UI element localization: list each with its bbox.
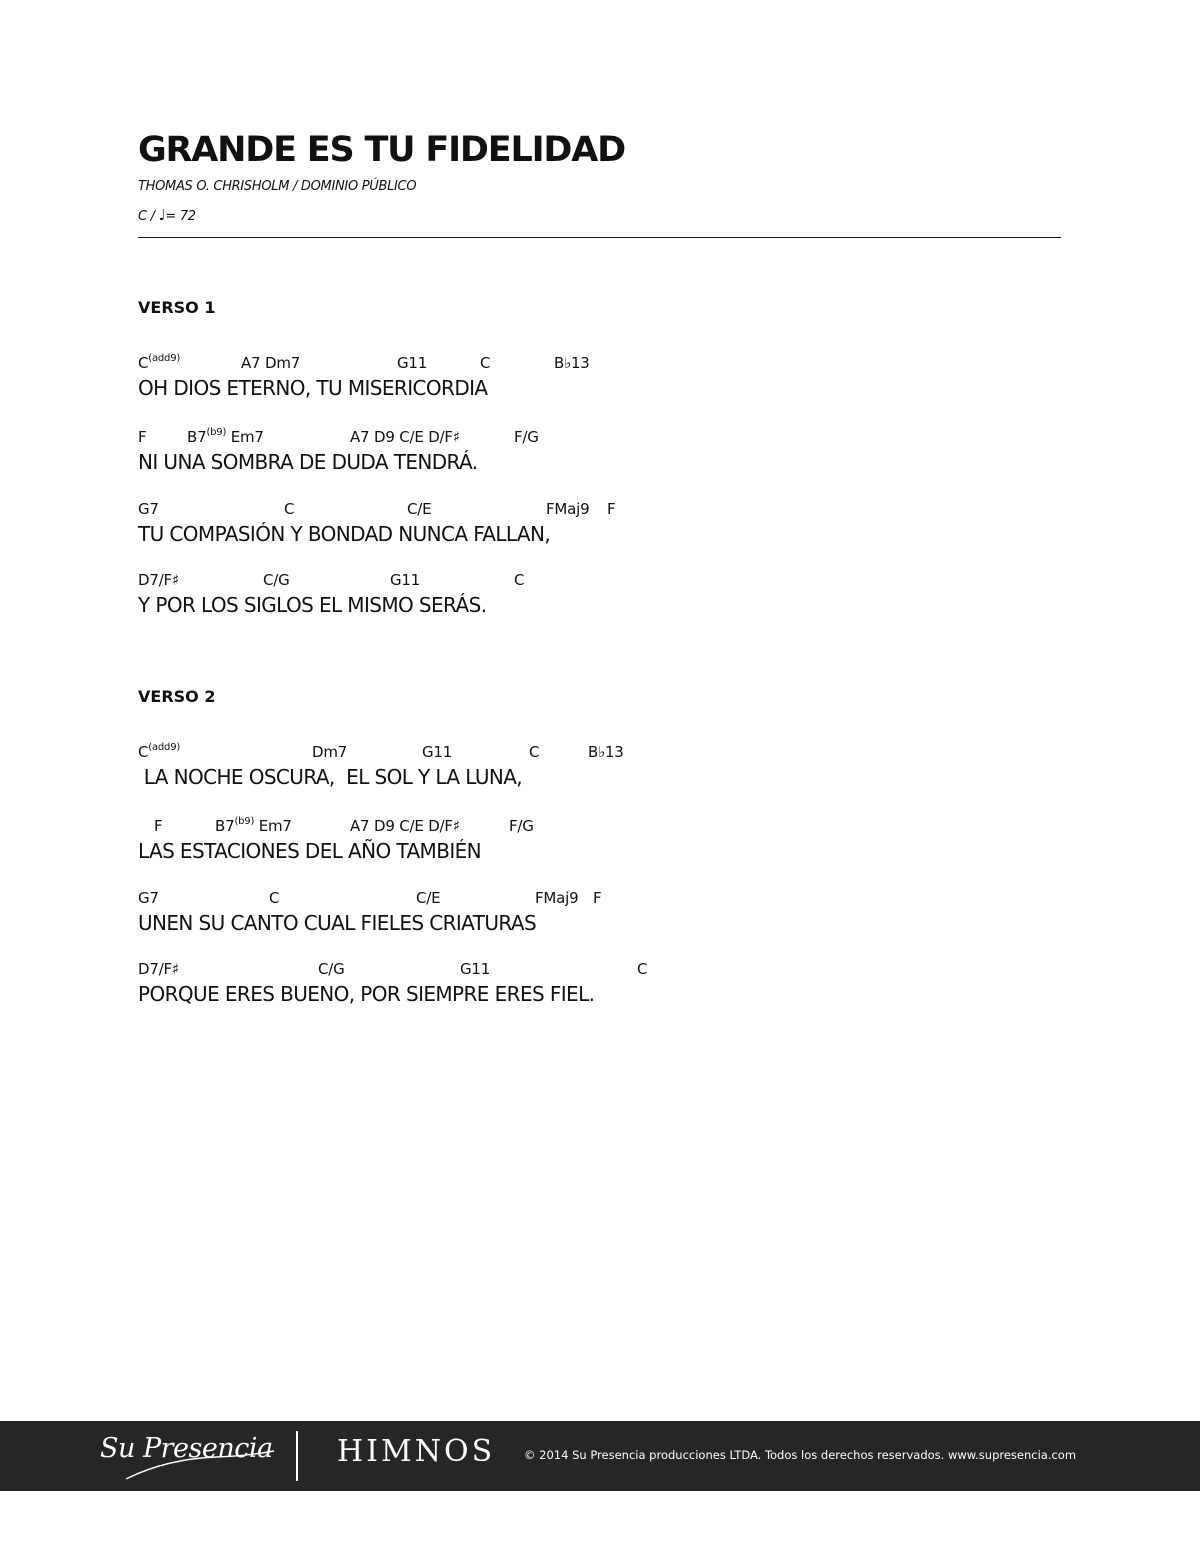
lyric-line: Y POR LOS SIGLOS EL MISMO SERÁS. (138, 593, 487, 617)
quarter-note-icon: ♩ (158, 206, 166, 224)
chord-root: C/G (263, 571, 290, 589)
chord-root: C (514, 571, 525, 589)
lyric-line: UNEN SU CANTO CUAL FIELES CRIATURAS (138, 911, 537, 935)
chord-root: C (138, 743, 149, 761)
chord (390, 571, 420, 589)
song-author: THOMAS O. CHRISHOLM / DOMINIO PÚBLICO (138, 179, 417, 194)
chord-root: G11 (422, 743, 453, 761)
chord (138, 960, 179, 978)
chord (187, 428, 264, 446)
chord-root: D7/F♯ (138, 960, 180, 978)
chord (514, 571, 524, 589)
chord-root: C (529, 743, 540, 761)
chord (593, 889, 601, 907)
song-key-tempo (138, 206, 196, 224)
chord-root: C/G (318, 960, 345, 978)
chord-next: Em7 (254, 817, 292, 835)
chord (318, 960, 345, 978)
lyric-line: NI UNA SOMBRA DE DUDA TENDRÁ. (138, 450, 478, 474)
chord-root: A7 Dm7 (241, 354, 301, 372)
chord (588, 743, 624, 761)
chord (535, 889, 578, 907)
chord-root: G11 (460, 960, 491, 978)
chord (241, 354, 300, 372)
chord (480, 354, 490, 372)
chord (138, 889, 159, 907)
chord (416, 889, 440, 907)
chord (514, 428, 539, 446)
chord-root: G7 (138, 889, 159, 907)
chord (529, 743, 539, 761)
chord-root: B♭13 (554, 354, 590, 372)
song-title: GRANDE ES TU FIDELIDAD (138, 130, 625, 170)
chord (215, 817, 292, 835)
chord-next: Em7 (226, 428, 264, 446)
chord-extension: (b9) (234, 816, 255, 827)
footer-bar (0, 1421, 1200, 1491)
chord-root: C/E (407, 500, 432, 518)
chord-root: A7 D9 C/E D/F♯ (350, 817, 460, 835)
chord (263, 571, 290, 589)
song-key: C / (138, 209, 159, 224)
chord-root: FMaj9 (535, 889, 579, 907)
chord (460, 960, 490, 978)
chord-root: B7 (215, 817, 235, 835)
chord-root: A7 D9 C/E D/F♯ (350, 428, 460, 446)
chord-root: F/G (514, 428, 539, 446)
chord-root: C (480, 354, 491, 372)
chord-extension: (b9) (206, 427, 227, 438)
chord-root: D7/F♯ (138, 571, 180, 589)
chord-root: C (637, 960, 648, 978)
chord-extension: (add9) (148, 742, 181, 753)
header-divider (138, 237, 1061, 238)
lyric-line: LAS ESTACIONES DEL AÑO TAMBIÉN (138, 839, 482, 863)
song-tempo: = 72 (165, 209, 196, 224)
lyric-line: TU COMPASIÓN Y BONDAD NUNCA FALLAN, (138, 522, 551, 546)
chord (269, 889, 279, 907)
chord-root: B7 (187, 428, 207, 446)
chord-root: G7 (138, 500, 159, 518)
su-presencia-logo: Su Presencia (100, 1433, 273, 1464)
chord-root: C (138, 354, 149, 372)
chord-root: F (138, 428, 147, 446)
footer-divider (296, 1431, 298, 1481)
section-label: VERSO 1 (138, 298, 216, 317)
chord-root: C (269, 889, 280, 907)
chord-root: F (154, 817, 163, 835)
chord-root: F/G (509, 817, 534, 835)
chord (607, 500, 615, 518)
chord-root: Dm7 (312, 743, 348, 761)
chord (350, 428, 460, 446)
chord (637, 960, 647, 978)
chord (138, 743, 180, 761)
chord (397, 354, 427, 372)
himnos-brand: HIMNOS (337, 1434, 496, 1469)
chord (154, 817, 162, 835)
chord (554, 354, 590, 372)
lyric-line: OH DIOS ETERNO, TU MISERICORDIA (138, 376, 488, 400)
section-label: VERSO 2 (138, 687, 216, 706)
chord (509, 817, 534, 835)
chord-root: B♭13 (588, 743, 624, 761)
chord-root: F (593, 889, 602, 907)
chord-root: F (607, 500, 616, 518)
chord (350, 817, 460, 835)
chord (284, 500, 294, 518)
chord-root: FMaj9 (546, 500, 590, 518)
chord (407, 500, 431, 518)
chord-root: C/E (416, 889, 441, 907)
chord (138, 500, 159, 518)
lyric-line: LA NOCHE OSCURA, EL SOL Y LA LUNA, (138, 765, 523, 789)
copyright-text: © 2014 Su Presencia producciones LTDA. Todos los derechos reservados. www.supresencia.com (524, 1448, 1077, 1462)
chord (138, 428, 146, 446)
chord (546, 500, 589, 518)
chord-root: C (284, 500, 295, 518)
lyric-line: PORQUE ERES BUENO, POR SIEMPRE ERES FIEL. (138, 982, 595, 1006)
chord (138, 571, 179, 589)
chord (138, 354, 180, 372)
chord-root: G11 (397, 354, 428, 372)
chord (422, 743, 452, 761)
chord-root: G11 (390, 571, 421, 589)
chord-extension: (add9) (148, 353, 181, 364)
chord (312, 743, 347, 761)
